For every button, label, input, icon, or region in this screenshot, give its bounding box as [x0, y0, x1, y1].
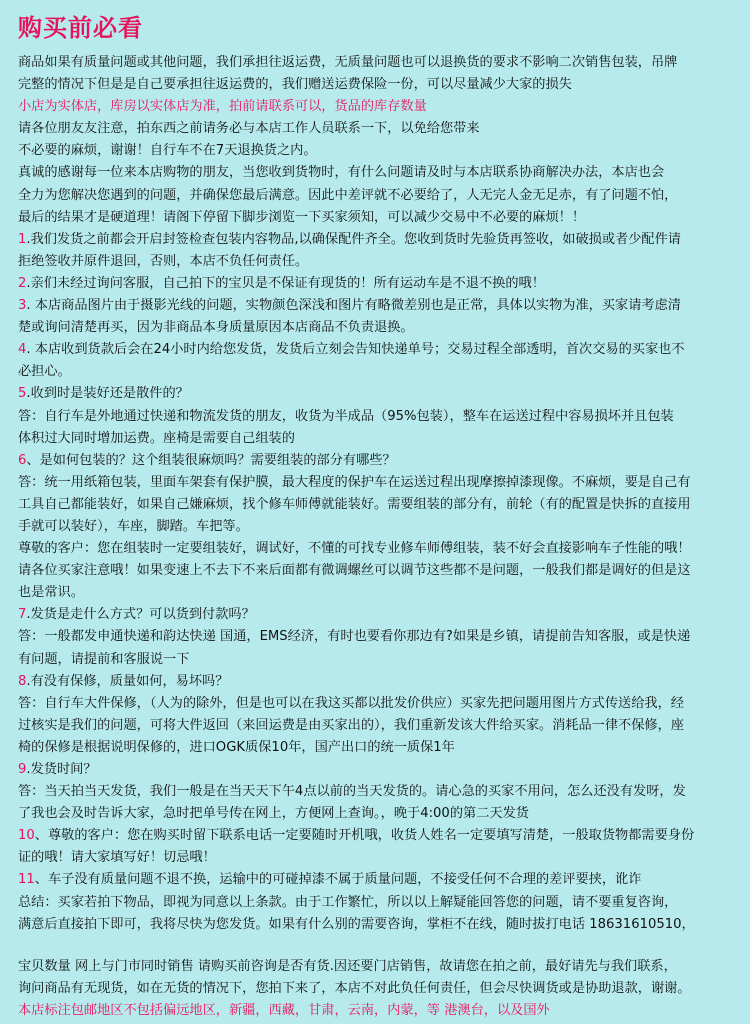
item-number: 11	[18, 872, 35, 888]
notice-line	[18, 803, 732, 825]
notice-text: . 本店收到货款后会在24小时内给您发货，发货后立刻会告知快递单号；交易过程全部透明，首次交易的买家也不	[26, 342, 685, 358]
notice-text: 拒绝签收并原件退回，否则，本店不负任何责任。	[18, 253, 309, 269]
notice-text: 了我也会及时告诉大家，急时把单号传在网上，方便网上查询。，晚于4:00的第二天发货	[18, 806, 529, 822]
item-number: 9	[18, 762, 27, 777]
notice-line	[18, 715, 732, 737]
notice-line	[18, 428, 732, 450]
notice-line	[18, 847, 732, 869]
notice-text: .发货时间？	[26, 762, 97, 777]
notice-text: 过核实是我们的问题，可将大件返回（来回运费是由买家出的），我们重新发该大件给买家。消耗品一律不保修，座	[18, 717, 684, 733]
item-number: 3	[18, 298, 27, 314]
notice-line	[18, 560, 732, 582]
notice-text: 楚或询问清楚再买，因为非商品本身质量原因本店商品不负责退换。	[18, 320, 414, 336]
footer-line	[18, 1000, 732, 1022]
notice-text: 、是如何包装的？这个组装很麻烦吗？需要组装的部分有哪些？	[26, 452, 396, 468]
notice-line	[18, 118, 732, 140]
notice-footer	[18, 956, 732, 1022]
notice-text: 答：一般都发申通快递和韵达快递 国通，EMS经济，有时也要看你那边有?如果是乡镇，请提前告知客服，或是快递	[18, 629, 691, 645]
notice-text: 椅的保修是根据说明保修的，进口OGK质保10年，国产出口的统一质保1年	[18, 739, 455, 755]
notice-line	[18, 229, 732, 251]
notice-line	[18, 207, 732, 229]
notice-text: 答：当天拍当天发货，我们一般是在当天天下午4点以前的当天发货的。请心急的买家不用问，怎么还没有发呀，发	[18, 784, 686, 800]
notice-text: 请各位买家注意哦！如果变速上不去下不来后面都有微调螺丝可以调节这些都不是问题，一般我们都是调好的但是这	[18, 563, 691, 579]
notice-line	[18, 892, 732, 914]
notice-body	[18, 52, 732, 936]
notice-text: 完整的情况下但是是自己要承担往返运费的，我们赠送运费保险一份，可以尽量减少大家的损失	[18, 77, 572, 93]
notice-text: 答：自行车大件保修，（人为的除外，但是也可以在我这买都以批发价供应）买家先把问题用图片方式传送给我，经	[18, 695, 684, 711]
notice-text: .亲们未经过询问客服，自己拍下的宝贝是不保证有现货的！所有运动车是不退不换的哦！	[26, 275, 545, 291]
item-number: 7	[18, 607, 27, 623]
notice-line	[18, 737, 732, 759]
item-number: 1	[18, 231, 27, 247]
notice-text: 有问题，请提前和客服说一下	[18, 651, 190, 667]
notice-line	[18, 869, 732, 891]
notice-line	[18, 317, 732, 339]
notice-text: 必担心。	[18, 364, 71, 380]
notice-line	[18, 538, 732, 560]
notice-text: . 本店商品图片由于摄影光线的问题，实物颜色深浅和图片有略微差别也是正常，具体以实物为准，买家请考虑清	[26, 298, 681, 314]
notice-line	[18, 361, 732, 383]
notice-line	[18, 185, 732, 207]
notice-line	[18, 251, 732, 273]
notice-line	[18, 516, 732, 538]
notice-text: 请各位朋友友注意，拍东西之前请务必与本店工作人员联系一下，以免给您带来	[18, 121, 480, 137]
footer-line	[18, 978, 732, 1000]
notice-line	[18, 604, 732, 626]
notice-line	[18, 825, 732, 847]
notice-line	[18, 273, 732, 295]
footer-line	[18, 956, 732, 978]
notice-line	[18, 781, 732, 803]
notice-text: .发货是走什么方式？可以货到付款吗？	[26, 607, 255, 623]
notice-text: 总结：买家若拍下物品，即视为同意以上条款。由于工作繁忙，所以以上解疑能回答您的问题，请不要重复咨询，	[18, 894, 678, 910]
notice-line	[18, 383, 732, 405]
notice-line	[18, 582, 732, 604]
footer-text: 宝贝数量 网上与门市同时销售 请购买前咨询是否有货.因还要门店销售，故请您在拍之前，最好请先与我们联系，	[18, 958, 677, 974]
notice-line	[18, 52, 732, 74]
notice-line	[18, 295, 732, 317]
notice-line	[18, 693, 732, 715]
notice-line	[18, 671, 732, 693]
notice-line	[18, 759, 732, 781]
notice-text: 答：统一用纸箱包装，里面车架套有保护膜，最大程度的保护车在运送过程出现摩擦掉漆现像。不麻烦，要是自己有	[18, 474, 691, 490]
item-number: 10	[18, 828, 35, 844]
notice-text: 、车子没有质量问题不退不换，运输中的可碰掉漆不属于质量问题，不接受任何不合理的差评要挟，讹诈	[34, 872, 642, 888]
notice-text: 工具自己都能装好，如果自己嫌麻烦，找个修车师傅就能装好。需要组装的部分有，前轮（有的配置是快拆的直接用	[18, 496, 691, 512]
item-number: 2	[18, 275, 27, 291]
notice-text: 小店为实体店，库房以实体店为准，拍前请联系可以，货品的库存数量	[18, 99, 427, 115]
footer-text: 询问商品有无现货，如在无货的情况下，您拍下来了，本店不对此负任何责任，但会尽快调货或是协助退款，谢谢。	[18, 980, 691, 996]
notice-text: 真诚的感谢每一位来本店购物的朋友，当您收到货物时，有什么问题请及时与本店联系协商解决办法，本店也会	[18, 165, 665, 181]
notice-text: 证的哦！请大家填写好！切忌哦！	[18, 850, 216, 866]
notice-line	[18, 406, 732, 428]
notice-text: 、尊敬的客户：您在购买时留下联系电话一定要随时开机哦，收货人姓名一定要填写清楚，一般取货物都需要身份	[34, 828, 695, 844]
notice-text: 手就可以装好），车座，脚踏。车把等。	[18, 518, 249, 534]
notice-line	[18, 472, 732, 494]
notice-text: 也是常识。	[18, 585, 84, 601]
notice-line	[18, 162, 732, 184]
spacer	[18, 936, 732, 956]
notice-line	[18, 74, 732, 96]
notice-line	[18, 494, 732, 516]
item-number: 5	[18, 386, 27, 402]
notice-line	[18, 339, 732, 361]
notice-text: 商品如果有质量问题或其他问题，我们承担往返运费，无质量问题也可以退换货的要求不影响二次销售包装，吊牌	[18, 55, 678, 70]
footer-text: 本店标注包邮地区不包括偏远地区，新疆，西藏，甘肃，云南，内蒙，等 港澳台，以及国外	[18, 1002, 550, 1018]
notice-line	[18, 96, 732, 118]
notice-text: .我们发货之前都会开启封签检查包装内容物品,以确保配件齐全。您收到货时先验货再签收，如破损或者少配件请	[26, 231, 681, 247]
page-title: 购买前必看	[18, 14, 143, 42]
notice-text: .收到时是装好还是散件的？	[26, 386, 189, 402]
notice-text: 体积过大同时增加运费。座椅是需要自己组装的	[18, 430, 295, 446]
notice-text: 最后的结果才是硬道理！请阁下停留下脚步浏览一下买家须知，可以减少交易中不必要的麻烦！！	[18, 209, 586, 225]
item-number: 6	[18, 452, 27, 468]
notice-text: 全力为您解决您遇到的问题，并确保您最后满意。因此中差评就不必要给了，人无完人金无足赤，有了问题不怕，	[18, 187, 678, 203]
notice-text: 不必要的麻烦，谢谢！自行车不在7天退换货之内。	[18, 143, 317, 159]
notice-text: 答：自行车是外地通过快递和物流发货的朋友，收货为半成品（95%包装），整车在运送过程中容易损坏并且包装	[18, 408, 674, 424]
notice-line	[18, 626, 732, 648]
notice-text: .有没有保修，质量如何，易坏吗？	[26, 673, 229, 689]
item-number: 4	[18, 342, 27, 358]
notice-text: 满意后直接拍下即可，我将尽快为您发货。如果有什么别的需要咨询，掌柜不在线，随时拔打电话 18631610510，	[18, 916, 695, 932]
notice-line	[18, 140, 732, 162]
item-number: 8	[18, 673, 27, 689]
notice-text: 尊敬的客户：您在组装时一定要组装好，调试好，不懂的可找专业修车师傅组装，装不好会直接影响车子性能的哦！	[18, 541, 691, 557]
notice-line	[18, 649, 732, 671]
notice-line	[18, 450, 732, 472]
notice-line	[18, 914, 732, 936]
